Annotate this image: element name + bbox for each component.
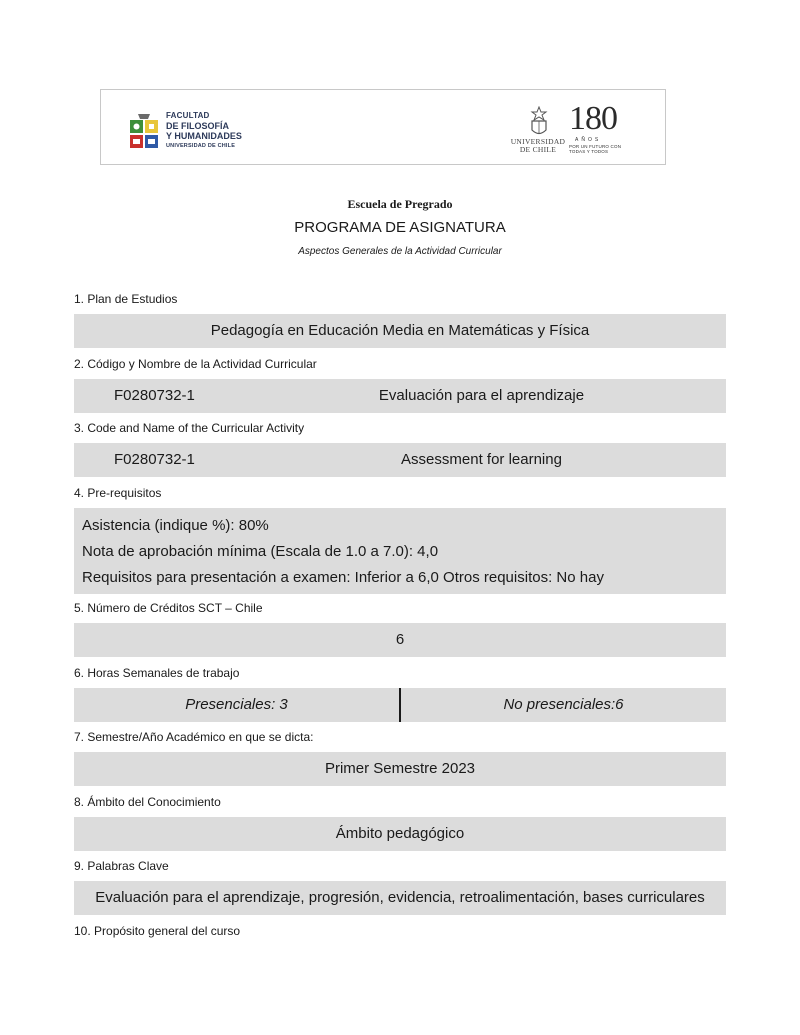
university-name-line2: DE CHILE (519, 145, 557, 154)
prereq-requisitos: Requisitos para presentación a examen: Inferior a 6,0 Otros requisitos: No hay (82, 569, 604, 586)
tagline-line2: TODAS Y TODOS (569, 149, 609, 154)
plan-label: 1. Plan de Estudios (74, 292, 178, 306)
page-subtitle: Aspectos Generales de la Actividad Curricular (298, 246, 502, 257)
horas-no-presenciales: No presenciales:6 (503, 696, 624, 713)
codigo-box (74, 379, 726, 413)
proposito-label: 10. Propósito general del curso (74, 924, 241, 938)
anniversary-number: 180 (569, 100, 617, 137)
prereq-box (74, 508, 726, 594)
anniversary-tagline (569, 144, 621, 154)
code-en-label: 3. Code and Name of the Curricular Activity (74, 421, 305, 435)
palabras-box (74, 881, 726, 915)
horas-label: 6. Horas Semanales de trabajo (74, 666, 240, 680)
codigo-name: Evaluación para el aprendizaje (378, 387, 585, 404)
plan-box (74, 314, 726, 348)
ambito-box (74, 817, 726, 851)
semestre-label: 7. Semestre/Año Académico en que se dicta: (74, 730, 314, 744)
prereq-asistencia: Asistencia (indique %): 80% (82, 517, 269, 534)
codigo-label: 2. Código y Nombre de la Actividad Curricular (74, 357, 317, 371)
code-en-box (74, 443, 726, 477)
ambito-value: Ámbito pedagógico (335, 825, 465, 842)
codigo-code: F0280732-1 (114, 387, 195, 404)
ambito-label: 8. Ámbito del Conocimiento (74, 795, 221, 809)
plan-value: Pedagogía en Educación Media en Matemáticas y Física (210, 322, 590, 339)
university-name (509, 138, 567, 154)
page-title: PROGRAMA DE ASIGNATURA (294, 219, 506, 236)
code-en-code: F0280732-1 (114, 451, 195, 468)
creditos-box (74, 623, 726, 657)
faculty-logo (128, 110, 278, 152)
code-en-name: Assessment for learning (401, 451, 562, 468)
prereq-label: 4. Pre-requisitos (74, 486, 162, 500)
palabras-label: 9. Palabras Clave (74, 859, 169, 873)
creditos-value: 6 (395, 631, 405, 648)
university-logo (509, 100, 639, 156)
semestre-value: Primer Semestre 2023 (324, 760, 476, 777)
faculty-line3: Y HUMANIDADES (166, 131, 242, 141)
tagline-line1: POR UN FUTURO CON (569, 144, 622, 149)
creditos-label: 5. Número de Créditos SCT – Chile (74, 601, 263, 615)
university-name-line1: UNIVERSIDAD (510, 137, 566, 146)
university-emblem-icon (529, 106, 549, 138)
anniversary-years: AÑOS (575, 137, 602, 143)
horas-box (74, 688, 726, 722)
faculty-name (166, 111, 242, 151)
faculty-line1: FACULTAD (166, 111, 210, 120)
faculty-line4: UNIVERSIDAD DE CHILE (166, 143, 236, 149)
faculty-line2: DE FILOSOFÍA (166, 121, 229, 131)
header-logos (100, 89, 666, 165)
prereq-nota: Nota de aprobación mínima (Escala de 1.0 a 7.0): 4,0 (82, 543, 439, 560)
semestre-box (74, 752, 726, 786)
faculty-crest-icon (128, 112, 160, 150)
palabras-value: Evaluación para el aprendizaje, progresión, evidencia, retroalimentación, bases curriculares (95, 889, 705, 906)
school-title: Escuela de Pregrado (347, 197, 453, 211)
horas-presenciales: Presenciales: 3 (185, 696, 288, 713)
